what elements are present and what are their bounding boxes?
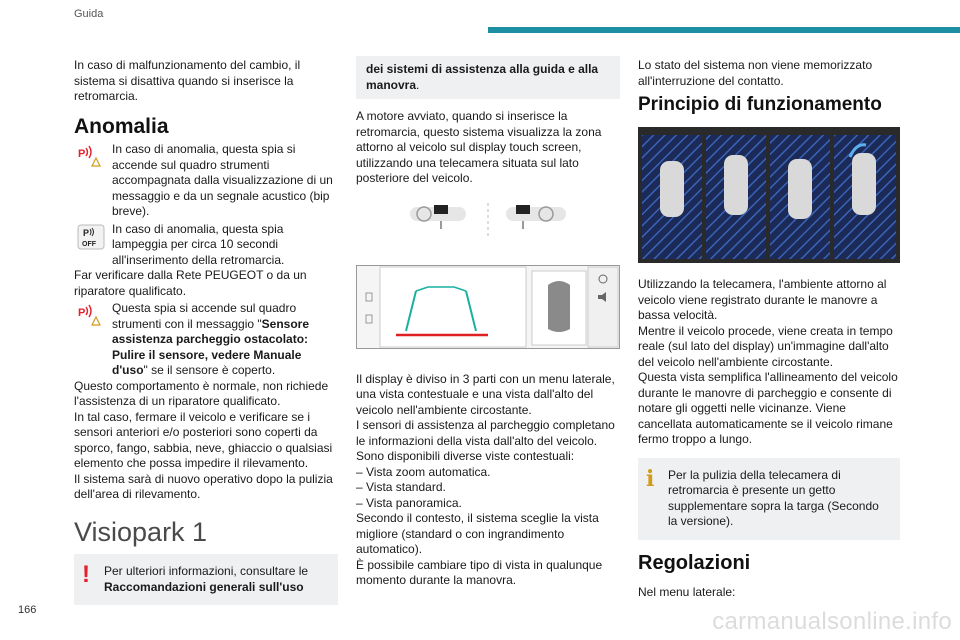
svg-text:P: P <box>78 148 86 160</box>
svg-text:P: P <box>78 307 86 319</box>
paragraph-best-view: Secondo il contesto, il sistema sceglie la vista migliore (standard o con ingrandimento automatico). <box>356 511 599 556</box>
paragraph-operational: Il sistema sarà di nuovo operativo dopo la pulizia dell'area di rilevamento. <box>74 471 333 501</box>
top-view-photo-illustration <box>638 127 900 263</box>
paragraph-real-time: Mentre il veicolo procede, viene creata in tempo reale (sul lato del display) un'immagine dall'alto del veicolo nell'ambiente circostante. <box>638 323 893 369</box>
paragraph-display-parts: Il display è diviso in 3 parti con un menu laterale, una vista contestuale e una vista dall'alto del veicolo nell'ambiente circostante. <box>356 371 615 417</box>
column-3 <box>638 58 900 601</box>
page-number: 166 <box>18 604 37 616</box>
watermark: carmanualsonline.info <box>712 608 952 635</box>
paragraph-camera-recording: Utilizzando la telecamera, l'ambiente attorno al veicolo viene registrato durante le manovre a bassa velocità. <box>638 277 887 322</box>
view-item: – Vista standard. <box>356 480 446 494</box>
header-accent-bar <box>488 27 960 33</box>
warning-note-continued-end: . <box>416 77 420 92</box>
running-header: Guida <box>74 8 104 20</box>
section-title-regolazioni: Regolazioni <box>638 551 751 574</box>
parking-sensor-warning-icon <box>74 142 108 172</box>
intro-paragraph: In caso di malfunzionamento del cambio, il sistema si disattiva quando si inserisce la retromarcia. <box>74 58 301 103</box>
paragraph-check-sensors: In tal caso, fermare il veicolo e verificare se i sensori anteriori e/o posteriori sono coperti da sporco, fango, sabbia, neve, ghiaccio o qualsiasi elemento che possa impedire il rilevamento. <box>74 409 333 470</box>
park-assist-off-icon <box>74 222 108 252</box>
anomaly-item-1 <box>74 142 338 220</box>
parking-sensor-warning-icon <box>74 301 108 331</box>
warning-note-continued <box>356 56 620 99</box>
paragraph-sensors: I sensori di assistenza al parcheggio completano le informazioni della vista dall'alto del veicolo. <box>356 418 615 448</box>
anomaly-text-3-pre: Questa spia si accende sul quadro strumenti con il messaggio " <box>112 301 297 331</box>
steering-camera-illustration <box>356 199 620 241</box>
info-icon: i <box>646 465 655 492</box>
info-note <box>638 458 900 540</box>
column-1 <box>74 58 338 605</box>
paragraph-views-intro: Sono disponibili diverse viste contestuali: <box>356 449 575 463</box>
column-2 <box>356 56 620 589</box>
anomaly-text-3-bold: Sensore assistenza parcheggio ostacolato: Pulire il sensore, vedere Manuale d'uso <box>112 316 310 377</box>
paragraph-system-description: A motore avviato, quando si inserisce la retromarcia, questo sistema visualizza la zona attorno al veicolo sul display touch screen, utilizzando una telecamera situata sul lato posteriore del veicolo. <box>356 109 602 185</box>
park-off-label-bottom: OFF <box>82 240 96 248</box>
paragraph-view-simplifies: Questa vista semplifica l'allineamento del veicolo durante le manovre di parcheggio e consente di notare gli oggetti nelle vicinanze. Viene cancellata automaticamente se il veicolo rimane fermo troppo a lungo. <box>638 370 898 446</box>
anomaly-text-3-post: " se il sensore è coperto. <box>143 363 276 377</box>
warning-icon: ! <box>82 561 90 588</box>
warning-note-continued-bold: dei sistemi di assistenza alla guida e alla manovra <box>366 62 599 92</box>
anomaly-text-2b: Far verificare dalla Rete PEUGEOT o da un riparatore qualificato. <box>74 268 307 298</box>
paragraph-not-memorized: Lo stato del sistema non viene memorizzato all'interruzione del contatto. <box>638 58 873 88</box>
info-note-text: Per la pulizia della telecamera di retromarcia è presente un getto supplementare sopra la targa (Secondo la versione). <box>668 467 879 528</box>
anomaly-text-1: In caso di anomalia, questa spia si accende sul quadro strumenti accompagnata dalla visualizzazione di un messaggio e da un segnale acustico (bip breve). <box>112 142 333 218</box>
anomaly-item-3 <box>74 301 338 379</box>
warning-note-bold: Raccomandazioni generali sull'uso <box>104 579 304 594</box>
section-title-visiopark: Visiopark 1 <box>74 516 208 547</box>
anomaly-text-2: In caso di anomalia, questa spia lampeggia per circa 10 secondi all'inserimento della retromarcia. <box>112 221 285 267</box>
anomaly-text-3 <box>112 301 338 379</box>
display-screen-illustration <box>356 265 620 349</box>
warning-note-text <box>104 564 328 595</box>
view-item: – Vista zoom automatica. <box>356 464 491 479</box>
section-title-principio: Principio di funzionamento <box>638 94 882 115</box>
paragraph-change-view: È possibile cambiare tipo di vista in qualunque momento durante la manovra. <box>356 557 603 587</box>
anomaly-item-2 <box>74 222 338 269</box>
park-off-label-top: P <box>83 227 90 238</box>
warning-note <box>74 554 338 605</box>
section-title-anomalia: Anomalia <box>74 114 169 138</box>
warning-note-pre: Per ulteriori informazioni, consultare le <box>104 564 309 578</box>
view-item: – Vista panoramica. <box>356 495 462 510</box>
paragraph-normal: Questo comportamento è normale, non richiede l'assistenza di un riparatore qualificato. <box>74 378 329 408</box>
paragraph-side-menu: Nel menu laterale: <box>638 585 736 599</box>
